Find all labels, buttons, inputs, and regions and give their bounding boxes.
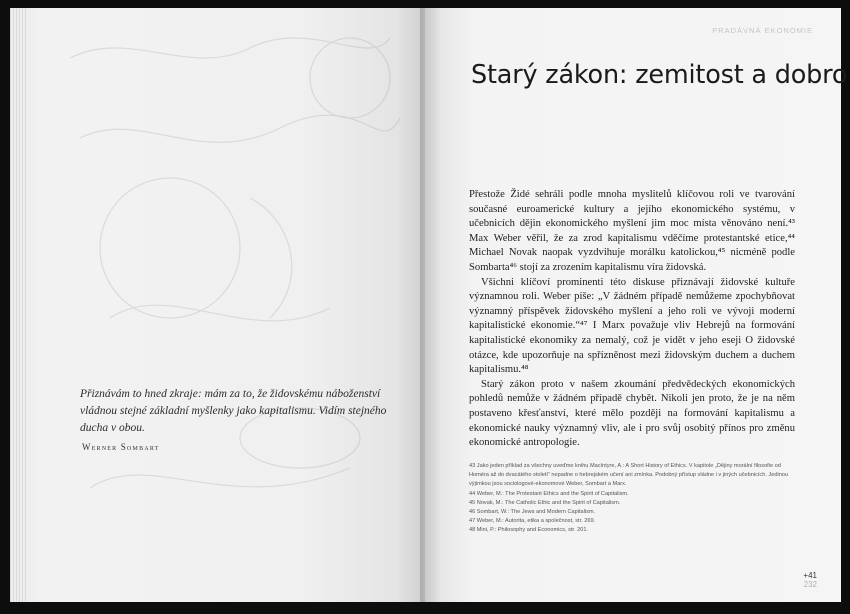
page-edges <box>10 8 28 602</box>
paragraph: Starý zákon proto v našem zkoumání předvědeckých ekonomických pohledů nemůže v žádném případě chybět. Nikoli jen proto, že je na něm postaveno křesťanství, které mělo později na formování kapitalismu a ekonomické nauky významný vliv, ale i pro svůj osobitý přínos pro změnu ekonomické antropologie. <box>469 378 795 449</box>
footnote: 43 Jako jeden příklad za všechny uveďme knihu MacIntyre, A.: A Short History of Ethics. V kapitole „Dějiny morální filosofie od Homéra až do dvacátého století“ nepadne o hebrejském učení ani zmínka. Podobný přístup vládne i v jiných učebnicích. Jedinou výjimkou jsou sociologové-ekonomové Weber, Sombart a Marx. <box>469 463 789 488</box>
footnotes <box>469 462 795 536</box>
footnote: 46 Sombart, W.: The Jews and Modern Capitalism. <box>469 509 596 516</box>
paragraph: Všichni klíčoví prominenti této diskuse přiznávají židovské kultuře významnou roli. Weber píše: „V žádném případě nemůžeme zpochybňovat významný příspěvek židovského myšlení a jeho roli ve vývoji moderní kapitalistické ekonomie.“⁴⁷ I Marx považuje vliv Hebrejů na formování kapitalistické ekonomiky za nemalý, což je vidět v jeho eseji O židovské otázce, kde upozorňuje na spřízněnost mezi židovským duchem a duchem kapitalismu.⁴⁸ <box>469 276 795 376</box>
footnote: 45 Novak, M.: The Catholic Ethic and the Spirit of Capitalism. <box>469 499 621 506</box>
epigraph-quote: Přiznávám to hned zkraje: mám za to, že židovskému náboženství vládnou stejné základní myšlenky jako kapitalismu. Vidím stejného ducha v obou. <box>80 388 387 434</box>
page-number <box>803 571 817 589</box>
right-page <box>425 8 848 602</box>
epigraph-author: Werner Sombart <box>82 442 160 452</box>
page-number-main: +41 <box>803 571 817 580</box>
page-number-sub: 232 <box>803 580 817 589</box>
chapter-title: Starý zákon: zemitost a dobro <box>471 60 848 90</box>
left-page <box>10 8 425 602</box>
faded-illustration <box>50 18 410 578</box>
footnote: 47 Weber, M.: Autorita, etika a společnost, str. 269. <box>469 518 596 525</box>
footnote: 48 Mini, P.: Philosophy and Economics, str. 201. <box>469 527 588 534</box>
body-text <box>469 188 795 451</box>
footnote: 44 Weber, M.: The Protestant Ethics and the Spirit of Capitalism. <box>469 490 629 497</box>
paragraph: Přestože Židé sehráli podle mnoha myslitelů klíčovou roli ve tvarování současné euroamerické kultury a jejího ekonomického systému, v učebnicích dějin ekonomického myšlení jim moc místa věnováno není.⁴³ Max Weber věřil, že za zrod kapitalismu vděčíme protestantské etice,⁴⁴ Michael Novak naopak vyzdvihuje morálku katolickou,⁴⁵ nicméně podle Sombarta⁴⁶ stojí za zrozením kapitalismu víra židovská. <box>469 189 795 273</box>
running-head: PRADÁVNÁ EKONOMIE <box>712 26 813 35</box>
